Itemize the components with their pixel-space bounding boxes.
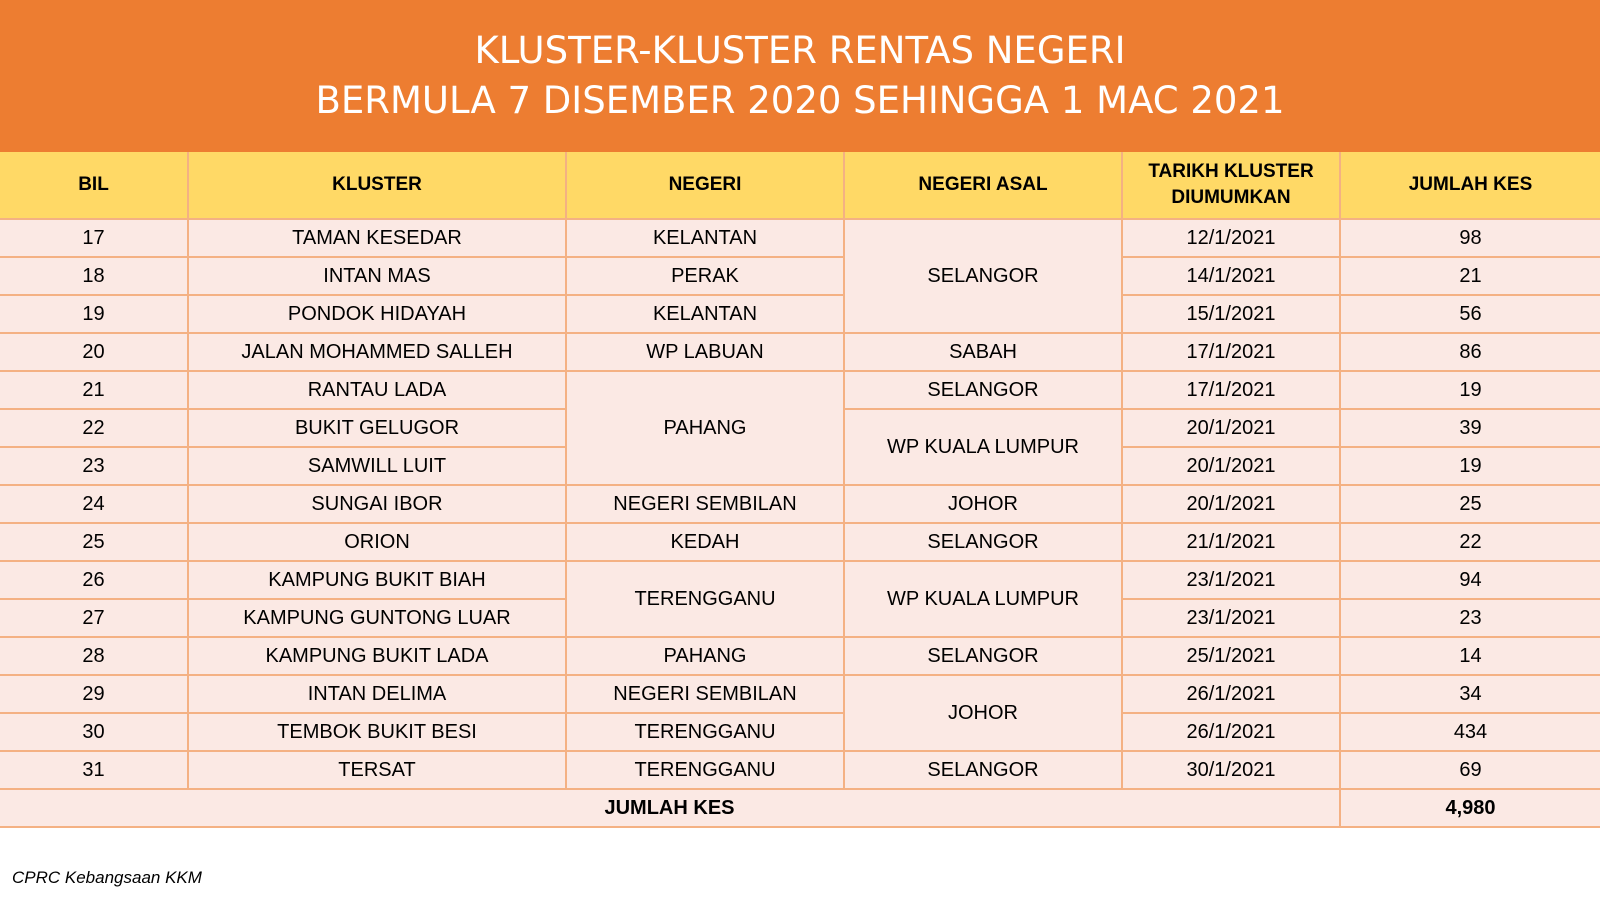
- cell-tarikh: 20/1/2021: [1122, 447, 1340, 485]
- column-header-negeri: NEGERI: [566, 152, 844, 219]
- cell-jumlah: 34: [1340, 675, 1600, 713]
- cell-tarikh: 23/1/2021: [1122, 599, 1340, 637]
- cell-tarikh: 20/1/2021: [1122, 485, 1340, 523]
- cell-jumlah: 86: [1340, 333, 1600, 371]
- cell-negeri: KELANTAN: [566, 219, 844, 257]
- title-banner: [0, 0, 1600, 152]
- cell-negeri: NEGERI SEMBILAN: [566, 485, 844, 523]
- cell-kluster: SAMWILL LUIT: [188, 447, 566, 485]
- cell-kluster: JALAN MOHAMMED SALLEH: [188, 333, 566, 371]
- table-row: [0, 713, 1600, 751]
- cell-jumlah: 19: [1340, 447, 1600, 485]
- cell-bil: 29: [0, 675, 188, 713]
- table-header-row: [0, 152, 1600, 219]
- cell-negeri-asal: SELANGOR: [844, 371, 1122, 409]
- table-row: [0, 675, 1600, 713]
- table-row: [0, 485, 1600, 523]
- cell-bil: 24: [0, 485, 188, 523]
- cell-tarikh: 23/1/2021: [1122, 561, 1340, 599]
- cell-jumlah: 94: [1340, 561, 1600, 599]
- cell-tarikh: 20/1/2021: [1122, 409, 1340, 447]
- cell-negeri-asal: WP KUALA LUMPUR: [844, 409, 1122, 485]
- cell-tarikh: 17/1/2021: [1122, 333, 1340, 371]
- column-header-kluster: KLUSTER: [188, 152, 566, 219]
- table-row: [0, 751, 1600, 789]
- cell-negeri: NEGERI SEMBILAN: [566, 675, 844, 713]
- cell-negeri: PAHANG: [566, 637, 844, 675]
- cell-tarikh: 21/1/2021: [1122, 523, 1340, 561]
- table-row: [0, 333, 1600, 371]
- cell-bil: 21: [0, 371, 188, 409]
- cell-jumlah: 22: [1340, 523, 1600, 561]
- cell-jumlah: 39: [1340, 409, 1600, 447]
- cluster-table: [0, 152, 1600, 828]
- cell-tarikh: 14/1/2021: [1122, 257, 1340, 295]
- cell-negeri: KEDAH: [566, 523, 844, 561]
- cell-bil: 17: [0, 219, 188, 257]
- cell-kluster: TEMBOK BUKIT BESI: [188, 713, 566, 751]
- table-row: [0, 523, 1600, 561]
- cell-tarikh: 26/1/2021: [1122, 675, 1340, 713]
- cell-tarikh: 15/1/2021: [1122, 295, 1340, 333]
- table-row: [0, 371, 1600, 409]
- cell-kluster: INTAN MAS: [188, 257, 566, 295]
- column-header-jumlah-kes: JUMLAH KES: [1340, 152, 1600, 219]
- cell-negeri-asal: WP KUALA LUMPUR: [844, 561, 1122, 637]
- cell-kluster: KAMPUNG GUNTONG LUAR: [188, 599, 566, 637]
- cell-jumlah: 21: [1340, 257, 1600, 295]
- cell-negeri: KELANTAN: [566, 295, 844, 333]
- table-row: [0, 295, 1600, 333]
- cell-jumlah: 56: [1340, 295, 1600, 333]
- cell-bil: 18: [0, 257, 188, 295]
- cell-negeri-asal: SELANGOR: [844, 751, 1122, 789]
- cell-jumlah: 98: [1340, 219, 1600, 257]
- total-row: [0, 789, 1600, 827]
- cell-negeri-asal: SELANGOR: [844, 523, 1122, 561]
- column-header-negeri-asal: NEGERI ASAL: [844, 152, 1122, 219]
- cell-bil: 20: [0, 333, 188, 371]
- cell-bil: 25: [0, 523, 188, 561]
- cell-tarikh: 12/1/2021: [1122, 219, 1340, 257]
- column-header-tarikh: TARIKH KLUSTER DIUMUMKAN: [1122, 152, 1340, 219]
- cell-negeri-asal: JOHOR: [844, 675, 1122, 751]
- cell-bil: 22: [0, 409, 188, 447]
- column-header-bil: BIL: [0, 152, 188, 219]
- cell-negeri-asal: SABAH: [844, 333, 1122, 371]
- cell-kluster: BUKIT GELUGOR: [188, 409, 566, 447]
- total-label: JUMLAH KES: [0, 789, 1340, 827]
- table-row: [0, 637, 1600, 675]
- cell-tarikh: 26/1/2021: [1122, 713, 1340, 751]
- cell-kluster: INTAN DELIMA: [188, 675, 566, 713]
- cell-kluster: TAMAN KESEDAR: [188, 219, 566, 257]
- cell-negeri: PAHANG: [566, 371, 844, 485]
- cell-tarikh: 25/1/2021: [1122, 637, 1340, 675]
- cell-bil: 30: [0, 713, 188, 751]
- cell-kluster: KAMPUNG BUKIT BIAH: [188, 561, 566, 599]
- cell-bil: 31: [0, 751, 188, 789]
- cell-tarikh: 17/1/2021: [1122, 371, 1340, 409]
- cell-negeri: PERAK: [566, 257, 844, 295]
- cell-kluster: PONDOK HIDAYAH: [188, 295, 566, 333]
- page-title-line-1: KLUSTER-KLUSTER RENTAS NEGERI: [474, 29, 1126, 72]
- cell-jumlah: 14: [1340, 637, 1600, 675]
- cell-bil: 26: [0, 561, 188, 599]
- table-row: [0, 561, 1600, 599]
- cell-jumlah: 19: [1340, 371, 1600, 409]
- cell-kluster: RANTAU LADA: [188, 371, 566, 409]
- cell-jumlah: 25: [1340, 485, 1600, 523]
- cell-negeri: TERENGGANU: [566, 751, 844, 789]
- table-row: [0, 219, 1600, 257]
- page-title-line-2: BERMULA 7 DISEMBER 2020 SEHINGGA 1 MAC 2021: [315, 79, 1285, 122]
- cell-kluster: KAMPUNG BUKIT LADA: [188, 637, 566, 675]
- cell-kluster: ORION: [188, 523, 566, 561]
- cell-negeri-asal: SELANGOR: [844, 219, 1122, 333]
- cell-bil: 28: [0, 637, 188, 675]
- cell-negeri: TERENGGANU: [566, 561, 844, 637]
- cell-kluster: SUNGAI IBOR: [188, 485, 566, 523]
- cell-tarikh: 30/1/2021: [1122, 751, 1340, 789]
- cell-bil: 27: [0, 599, 188, 637]
- cell-negeri-asal: SELANGOR: [844, 637, 1122, 675]
- source-credit: CPRC Kebangsaan KKM: [12, 868, 202, 887]
- table-row: [0, 257, 1600, 295]
- cell-negeri-asal: JOHOR: [844, 485, 1122, 523]
- cell-kluster: TERSAT: [188, 751, 566, 789]
- cell-negeri: TERENGGANU: [566, 713, 844, 751]
- cell-jumlah: 434: [1340, 713, 1600, 751]
- cell-bil: 19: [0, 295, 188, 333]
- total-value: 4,980: [1340, 789, 1600, 827]
- cell-jumlah: 23: [1340, 599, 1600, 637]
- cell-bil: 23: [0, 447, 188, 485]
- cell-jumlah: 69: [1340, 751, 1600, 789]
- cell-negeri: WP LABUAN: [566, 333, 844, 371]
